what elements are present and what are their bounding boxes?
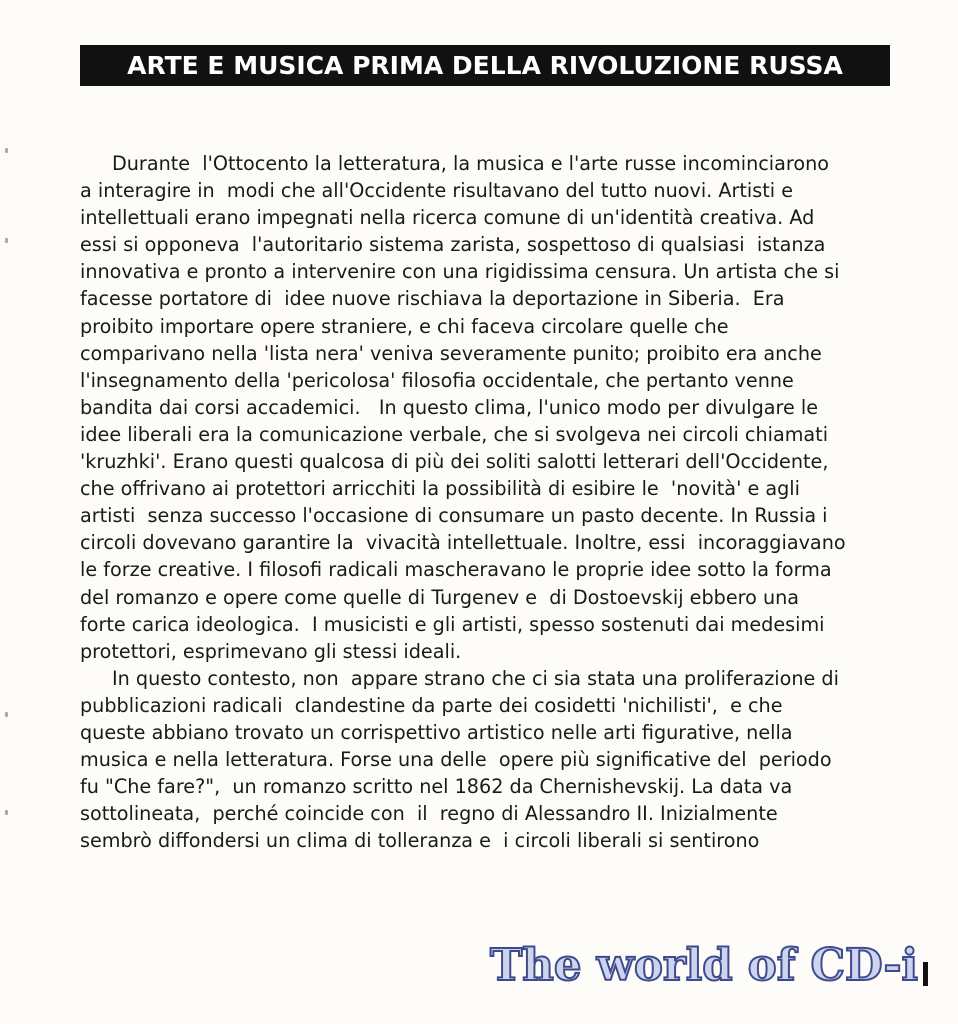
text-line: 'kruzhki'. Erano questi qualcosa di più dei soliti salotti letterari dell'Occidente, (80, 450, 829, 474)
text-line: sottolineata, perché coincide con il regno di Alessandro II. Inizialmente (80, 802, 778, 826)
cdi-watermark (488, 935, 928, 995)
text-line: sembrò diffondersi un clima di tolleranza e i circoli liberali si sentirono (80, 829, 760, 853)
text-line: queste abbiano trovato un corrispettivo artistico nelle arti figurative, nella (80, 720, 793, 744)
text-line: essi si opponeva l'autoritario sistema zarista, sospettoso di qualsiasi istanza (80, 233, 826, 257)
text-line: che offrivano ai protettori arricchiti la possibilità di esibire le 'novità' e agli (80, 477, 800, 501)
text-line: protettori, esprimevano gli stessi ideali. (80, 639, 462, 663)
scan-edge-mark (5, 810, 8, 815)
text-line: del romanzo e opere come quelle di Turgenev e di Dostoevskij ebbero una (80, 585, 800, 609)
text-line: pubblicazioni radicali clandestine da parte dei cosidetti 'nichilisti', e che (80, 693, 783, 717)
text-line: proibito importare opere straniere, e chi faceva circolare quelle che (80, 314, 729, 338)
watermark-text: The world of CD-i (490, 940, 918, 991)
text-line: facesse portatore di idee nuove rischiava la deportazione in Siberia. Era (80, 287, 785, 311)
text-line: innovativa e pronto a intervenire con una rigidissima censura. Un artista che si (80, 260, 840, 284)
text-line: l'insegnamento della 'pericolosa' filosofia occidentale, che pertanto venne (80, 368, 794, 392)
text-line: fu "Che fare?", un romanzo scritto nel 1862 da Chernishevskij. La data va (80, 775, 793, 799)
scan-edge-mark (5, 712, 8, 717)
text-line: idee liberali era la comunicazione verbale, che si svolgeva nei circoli chiamati (80, 422, 829, 446)
page-title: ARTE E MUSICA PRIMA DELLA RIVOLUZIONE RUSSA (127, 51, 843, 80)
scan-edge-mark (5, 238, 8, 243)
scan-edge-mark (5, 148, 8, 153)
title-bar (80, 45, 890, 86)
text-line: intellettuali erano impegnati nella ricerca comune di un'identità creativa. Ad (80, 206, 815, 230)
paragraph-2 (80, 665, 890, 855)
text-line: Durante l'Ottocento la letteratura, la musica e l'arte russe incominciarono (112, 152, 830, 175)
text-line: le forze creative. I filosofi radicali mascheravano le proprie idee sotto la forma (80, 558, 832, 582)
text-line: comparivano nella 'lista nera' veniva severamente punito; proibito era anche (80, 341, 822, 365)
text-line: bandita dai corsi accademici. In questo clima, l'unico modo per divulgare le (80, 395, 819, 419)
body-text (80, 150, 890, 854)
text-line: a interagire in modi che all'Occidente risultavano del tutto nuovi. Artisti e (80, 179, 794, 203)
text-line: circoli dovevano garantire la vivacità intellettuale. Inoltre, essi incoraggiavano (80, 531, 846, 555)
paragraph-1 (80, 150, 890, 665)
text-line: forte carica ideologica. I musicisti e gli artisti, spesso sostenuti dai medesimi (80, 612, 825, 636)
text-line: In questo contesto, non appare strano che ci sia stata una proliferazione di (112, 666, 839, 690)
text-line: musica e nella letteratura. Forse una delle opere più significative del periodo (80, 748, 832, 772)
text-line: artisti senza successo l'occasione di consumare un pasto decente. In Russia i (80, 504, 828, 528)
page-marker (923, 962, 928, 986)
